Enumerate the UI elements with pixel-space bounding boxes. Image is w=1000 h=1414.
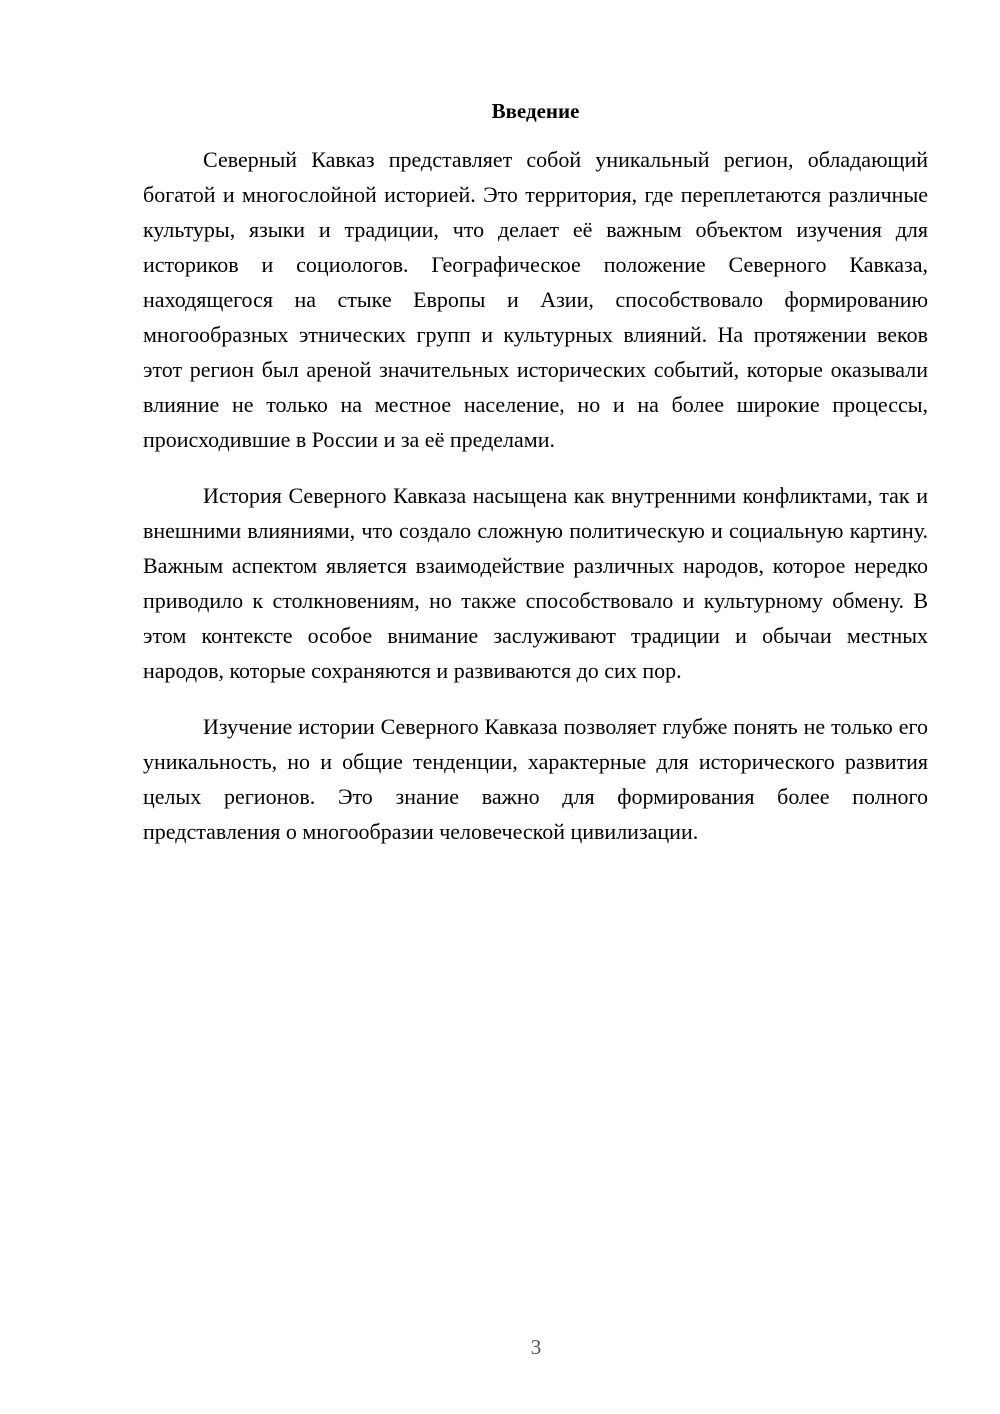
paragraph-1: Северный Кавказ представляет собой уникальный регион, обладающий богатой и многослойной историей. Это территория, где переплетаются различные культуры, языки и традиции, что делает её важным объектом изучения для историков и социологов. Географическое положение Северного Кавказа, находящегося на стыке Европы и Азии, способствовало формированию многообразных этнических групп и культурных влияний. На протяжении веков этот регион был ареной значительных исторических событий, которые оказывали влияние не только на местное население, но и на более широкие процессы, происходившие в России и за её пределами. [143, 147, 928, 452]
document-body [143, 142, 928, 870]
paragraph-3: Изучение истории Северного Кавказа позволяет глубже понять не только его уникальность, но и общие тенденции, характерные для исторического развития целых регионов. Это знание важно для формирования более полного представления о многообразии человеческой цивилизации. [143, 714, 928, 844]
page-number: 3 [530, 1335, 542, 1359]
paragraph-2: История Северного Кавказа насыщена как внутренними конфликтами, так и внешними влияниями, что создало сложную политическую и социальную картину. Важным аспектом является взаимодействие различных народов, которое нередко приводило к столкновениям, но также способствовало и культурному обмену. В этом контексте особое внимание заслуживают традиции и обычаи местных народов, которые сохраняются и развиваются до сих пор. [143, 483, 928, 683]
page-title: Введение [491, 99, 580, 123]
